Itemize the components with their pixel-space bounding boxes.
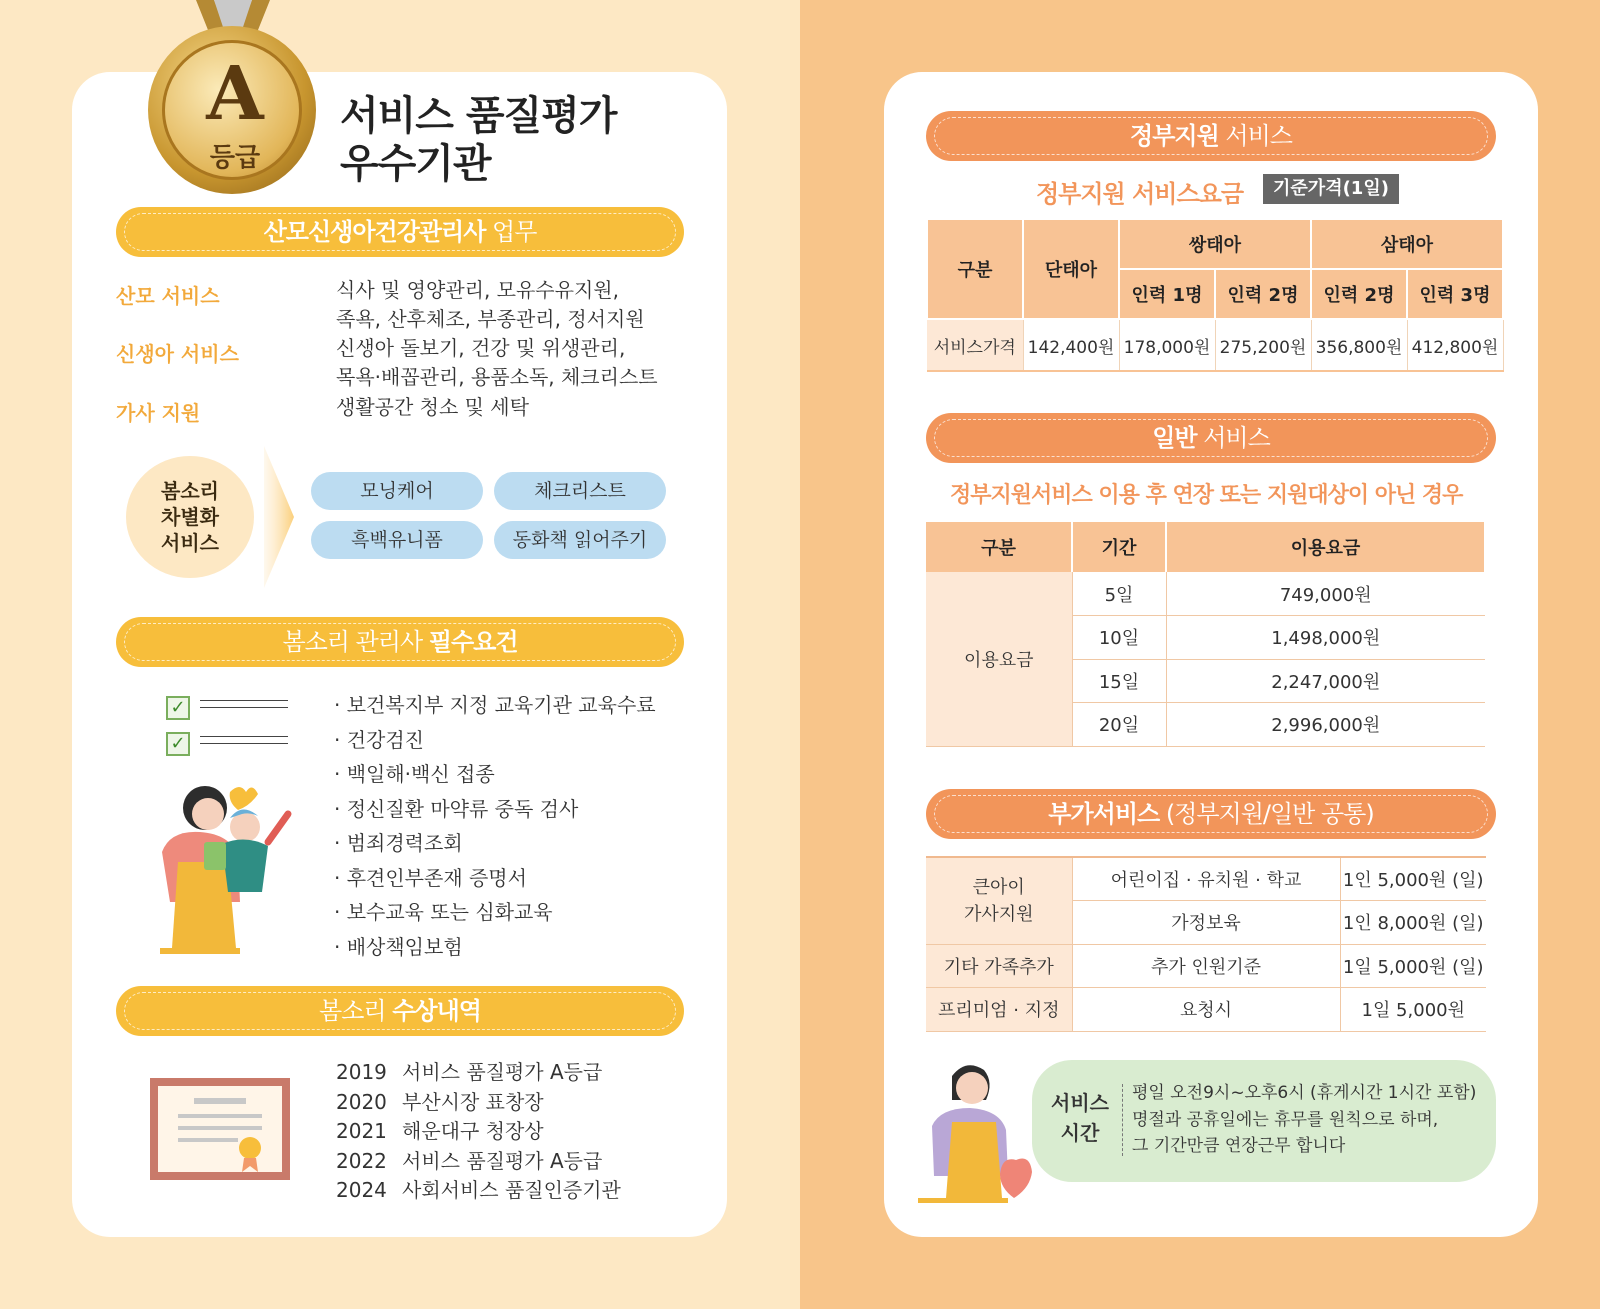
award-year: 2024 — [336, 1178, 387, 1202]
requirements-header-light: 봄소리 관리사 — [282, 628, 429, 656]
table-cell: 기타 가족추가 — [926, 944, 1072, 988]
table-header: 단태아 — [1023, 219, 1119, 319]
general-header-bold: 일반 — [1152, 424, 1197, 452]
chip-storybook: 동화책 읽어주기 — [494, 521, 666, 559]
duty-label-housework: 가사 지원 — [116, 401, 201, 425]
service-hours-title — [1048, 1088, 1112, 1148]
list-item: · 범죄경력조회 — [334, 831, 463, 855]
table-cell: 추가 인원기준 — [1072, 944, 1340, 988]
duties-header-light: 업무 — [485, 218, 537, 246]
table-header: 쌍태아 — [1119, 219, 1311, 269]
extra-header-light: (정부지원/일반 공통) — [1159, 800, 1374, 828]
table-cell: 142,400원 — [1023, 319, 1119, 371]
table-subheader: 인력 2명 — [1215, 269, 1311, 319]
table-cell: 5일 — [1072, 572, 1166, 616]
duty-desc-housework — [336, 393, 529, 422]
table-row — [926, 988, 1486, 1032]
award-year: 2022 — [336, 1148, 387, 1173]
gov-header-bold: 정부지원 — [1130, 122, 1219, 150]
chip-uniform: 흑백유니폼 — [311, 521, 483, 559]
medal-grade: 등급 — [209, 143, 261, 173]
table-header: 이용요금 — [1166, 522, 1485, 572]
duty-label-newborn: 신생아 서비스 — [116, 342, 239, 366]
certificate-icon — [150, 1078, 290, 1180]
table-header: 구분 — [927, 219, 1023, 319]
table-header: 삼태아 — [1311, 219, 1503, 269]
awards-header — [116, 986, 684, 1036]
list-item: · 건강검진 — [334, 727, 424, 752]
award-year: 2021 — [336, 1119, 387, 1143]
table-cell: 요청시 — [1072, 988, 1340, 1032]
hours-line: 평일 오전9시~오후6시 (휴게시간 1시간 포함) — [1132, 1083, 1477, 1103]
duties-header-bold: 산모신생아건강관리사 — [263, 218, 486, 246]
general-fee-table — [926, 522, 1486, 747]
list-item — [336, 1117, 621, 1147]
diff-line: 봄소리 — [161, 479, 219, 503]
duty-desc-line: 생활공간 청소 및 세탁 — [336, 395, 529, 419]
table-cell: 1인 8,000원 (일) — [1340, 901, 1486, 945]
gov-header-light: 서비스 — [1218, 122, 1292, 150]
extra-header-bold: 부가서비스 — [1048, 800, 1160, 828]
list-item: · 후견인부존재 증명서 — [334, 865, 527, 890]
general-service-note: 정부지원서비스 이용 후 연장 또는 지원대상이 아닌 경우 — [950, 483, 1463, 508]
chip-morning-care: 모닝케어 — [311, 472, 483, 510]
table-row — [927, 319, 1503, 371]
table-header: 구분 — [926, 522, 1072, 572]
extra-service-header — [926, 789, 1496, 839]
requirements-list — [334, 688, 656, 964]
list-item: · 백일해·백신 접종 — [334, 762, 495, 786]
table-cell: 1,498,000원 — [1166, 616, 1485, 660]
checkbox-icon: ✓ — [166, 696, 190, 720]
requirements-header — [116, 617, 684, 667]
list-item — [336, 1058, 621, 1088]
duties-header — [116, 207, 684, 257]
table-cell: 749,000원 — [1166, 572, 1485, 616]
service-hours-text — [1132, 1080, 1476, 1160]
list-item — [336, 1147, 621, 1177]
table-cell: 2,247,000원 — [1166, 659, 1485, 703]
table-cell: 가정보육 — [1072, 901, 1340, 945]
medal-face — [162, 40, 302, 180]
table-cell: 20일 — [1072, 703, 1166, 747]
award-text: 해운대구 청장상 — [402, 1119, 544, 1143]
cell-line: 큰아이 — [972, 876, 1025, 898]
table-subheader: 인력 3명 — [1407, 269, 1503, 319]
extra-fee-table — [926, 856, 1486, 1032]
award-text: 서비스 품질평가 A등급 — [402, 1060, 603, 1084]
table-row — [926, 857, 1486, 901]
table-cell: 15일 — [1072, 659, 1166, 703]
chip-checklist: 체크리스트 — [494, 472, 666, 510]
award-year: 2020 — [336, 1089, 387, 1114]
list-item: · 배상책임보험 — [334, 934, 463, 959]
duty-desc-line: 신생아 돌보기, 건강 및 위생관리, — [336, 336, 626, 360]
diff-line: 차별화 — [161, 505, 219, 529]
table-cell: 1일 5,000원 — [1340, 988, 1486, 1032]
table-cell: 275,200원 — [1215, 319, 1311, 371]
hours-line: 그 기간만큼 연장근무 합니다 — [1132, 1136, 1346, 1156]
table-subheader: 인력 1명 — [1119, 269, 1215, 319]
line-decoration — [200, 736, 288, 744]
table-row — [926, 944, 1486, 988]
gov-fee-title: 정부지원 서비스요금 — [1036, 180, 1244, 208]
checkbox-icon: ✓ — [166, 732, 190, 756]
table-cell: 프리미엄 · 지정 — [926, 988, 1072, 1032]
table-cell: 2,996,000원 — [1166, 703, 1485, 747]
a-grade-medal-icon — [148, 26, 316, 194]
awards-header-bold: 수상내역 — [392, 997, 481, 1025]
list-item — [336, 1088, 621, 1118]
divider — [1122, 1084, 1123, 1156]
table-subheader: 인력 2명 — [1311, 269, 1407, 319]
awards-header-light: 봄소리 — [319, 997, 393, 1025]
duty-desc-line: 식사 및 영양관리, 모유수유지원, — [336, 278, 619, 302]
table-cell: 서비스가격 — [927, 319, 1023, 371]
list-item: · 보수교육 또는 심화교육 — [334, 900, 553, 924]
table-cell: 1일 5,000원 (일) — [1340, 944, 1486, 988]
page-title — [340, 92, 616, 188]
duty-desc-newborn — [336, 334, 658, 392]
table-row — [926, 572, 1485, 616]
duty-desc-line: 목욕·배꼽관리, 용품소독, 체크리스트 — [336, 365, 658, 389]
medal-letter: A — [206, 51, 264, 137]
table-cell — [926, 857, 1072, 944]
award-text: 부산시장 표창장 — [402, 1089, 544, 1114]
award-text: 사회서비스 품질인증기관 — [402, 1178, 621, 1202]
differentiation-badge — [126, 456, 254, 578]
arrow-right-icon — [264, 446, 294, 588]
caregiver-with-heart-illustration — [912, 1056, 1052, 1206]
table-cell: 1인 5,000원 (일) — [1340, 857, 1486, 901]
list-item: · 보건복지부 지정 교육기관 교육수료 — [334, 693, 656, 717]
table-cell: 어린이집 · 유치원 · 학교 — [1072, 857, 1340, 901]
table-cell: 이용요금 — [926, 572, 1072, 746]
caregiver-with-baby-illustration — [150, 772, 300, 964]
list-item: · 정신질환 마약류 중독 검사 — [334, 796, 579, 821]
title-line: 서비스 — [1051, 1091, 1109, 1115]
price-basis-tag: 기준가격(1일) — [1263, 174, 1399, 204]
general-header-light: 서비스 — [1196, 424, 1270, 452]
hours-line: 명절과 공휴일에는 휴무를 원칙으로 하며, — [1132, 1109, 1439, 1130]
title-line: 시간 — [1060, 1121, 1100, 1145]
title-line-1: 서비스 품질평가 — [340, 93, 617, 139]
awards-list — [336, 1058, 621, 1206]
cell-line: 가사지원 — [963, 903, 1034, 925]
line-decoration — [200, 700, 288, 708]
title-line-2: 우수기관 — [340, 141, 491, 187]
duty-desc-mother — [336, 276, 645, 334]
table-cell: 356,800원 — [1311, 319, 1407, 371]
list-item — [336, 1176, 621, 1206]
table-cell: 10일 — [1072, 616, 1166, 660]
requirements-header-bold: 필수요건 — [428, 628, 518, 656]
table-cell: 178,000원 — [1119, 319, 1215, 371]
gov-fee-table — [926, 218, 1504, 372]
duty-desc-line: 족욕, 산후체조, 부종관리, 정서지원 — [336, 307, 645, 331]
general-service-header — [926, 413, 1496, 463]
gov-service-header — [926, 111, 1496, 161]
award-year: 2019 — [336, 1060, 387, 1084]
table-cell: 412,800원 — [1407, 319, 1503, 371]
table-header: 기간 — [1072, 522, 1166, 572]
duty-label-mother: 산모 서비스 — [116, 284, 220, 308]
diff-line: 서비스 — [161, 531, 219, 555]
award-text: 서비스 품질평가 A등급 — [402, 1148, 603, 1173]
